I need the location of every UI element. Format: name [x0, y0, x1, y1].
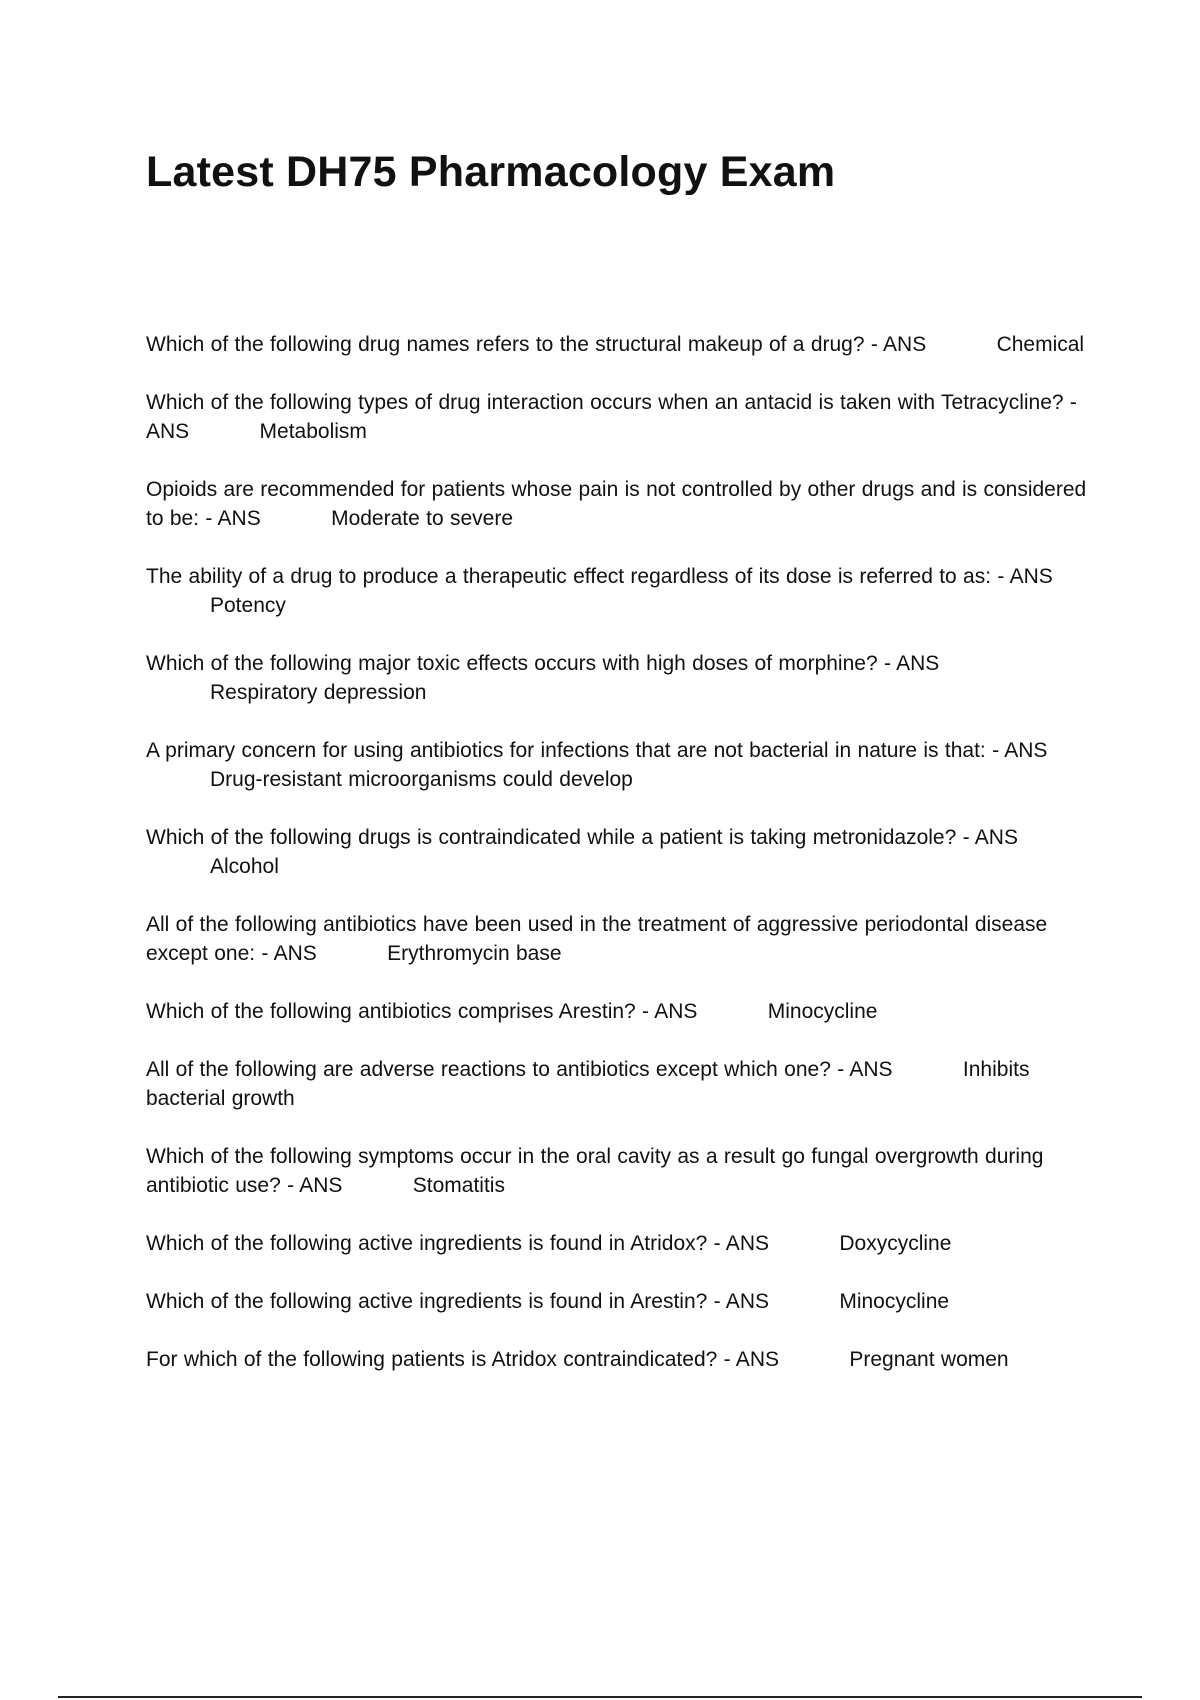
qa-item: [146, 475, 1091, 533]
answer-text: Pregnant women: [849, 1348, 1009, 1371]
page-title: Latest DH75 Pharmacology Exam: [146, 148, 836, 196]
answer-text: Metabolism: [259, 420, 367, 443]
qa-item: [146, 649, 1091, 707]
qa-item: [146, 1229, 1091, 1258]
question-text: Which of the following active ingredients is found in Atridox? - ANS: [146, 1232, 769, 1255]
qa-list: [146, 330, 1091, 1403]
question-text: The ability of a drug to produce a therapeutic effect regardless of its dose is referred to as: - ANS: [146, 565, 1053, 588]
qa-item: [146, 997, 1091, 1026]
question-text: Which of the following symptoms occur in the oral cavity as a result go fungal overgrowth during antibiotic use? - ANS: [146, 1145, 1044, 1197]
question-text: For which of the following patients is Atridox contraindicated? - ANS: [146, 1348, 779, 1371]
qa-item: [146, 562, 1091, 620]
question-text: Which of the following drug names refers to the structural makeup of a drug? - ANS: [146, 333, 927, 356]
answer-text: Potency: [210, 594, 286, 617]
answer-text: Doxycycline: [839, 1232, 952, 1255]
qa-item: [146, 823, 1091, 881]
answer-text: Chemical: [996, 333, 1085, 356]
qa-item: [146, 388, 1091, 446]
question-text: Which of the following types of drug interaction occurs when an antacid is taken with Tetracycline? - ANS: [146, 391, 1077, 443]
answer-text: Alcohol: [210, 855, 279, 878]
answer-text: Drug-resistant microorganisms could develop: [210, 768, 633, 791]
answer-text: Erythromycin base: [387, 942, 562, 965]
question-text: All of the following antibiotics have been used in the treatment of aggressive periodontal disease except one: - ANS: [146, 913, 1048, 965]
answer-text: Inhibits bacterial growth: [146, 1058, 1030, 1110]
qa-item: [146, 1142, 1091, 1200]
answer-text: Stomatitis: [412, 1174, 505, 1197]
question-text: Which of the following major toxic effects occurs with high doses of morphine? - ANS: [146, 652, 940, 675]
answer-text: Moderate to severe: [331, 507, 514, 530]
question-text: Which of the following drugs is contraindicated while a patient is taking metronidazole? - ANS: [146, 826, 1018, 849]
qa-item: [146, 910, 1091, 968]
question-text: All of the following are adverse reactions to antibiotics except which one? - ANS: [146, 1058, 893, 1081]
qa-item: [146, 1345, 1091, 1374]
question-text: A primary concern for using antibiotics for infections that are not bacterial in nature is that: - ANS: [146, 739, 1048, 762]
question-text: Which of the following antibiotics comprises Arestin? - ANS: [146, 1000, 698, 1023]
qa-item: [146, 330, 1091, 359]
qa-item: [146, 1055, 1091, 1113]
answer-text: Minocycline: [839, 1290, 950, 1313]
question-text: Opioids are recommended for patients whose pain is not controlled by other drugs and is considered to be: - ANS: [146, 478, 1087, 530]
page-divider: [58, 1696, 1142, 1698]
qa-item: [146, 736, 1091, 794]
question-text: Which of the following active ingredients is found in Arestin? - ANS: [146, 1290, 769, 1313]
answer-text: Respiratory depression: [210, 681, 427, 704]
qa-item: [146, 1287, 1091, 1316]
answer-text: Minocycline: [767, 1000, 878, 1023]
